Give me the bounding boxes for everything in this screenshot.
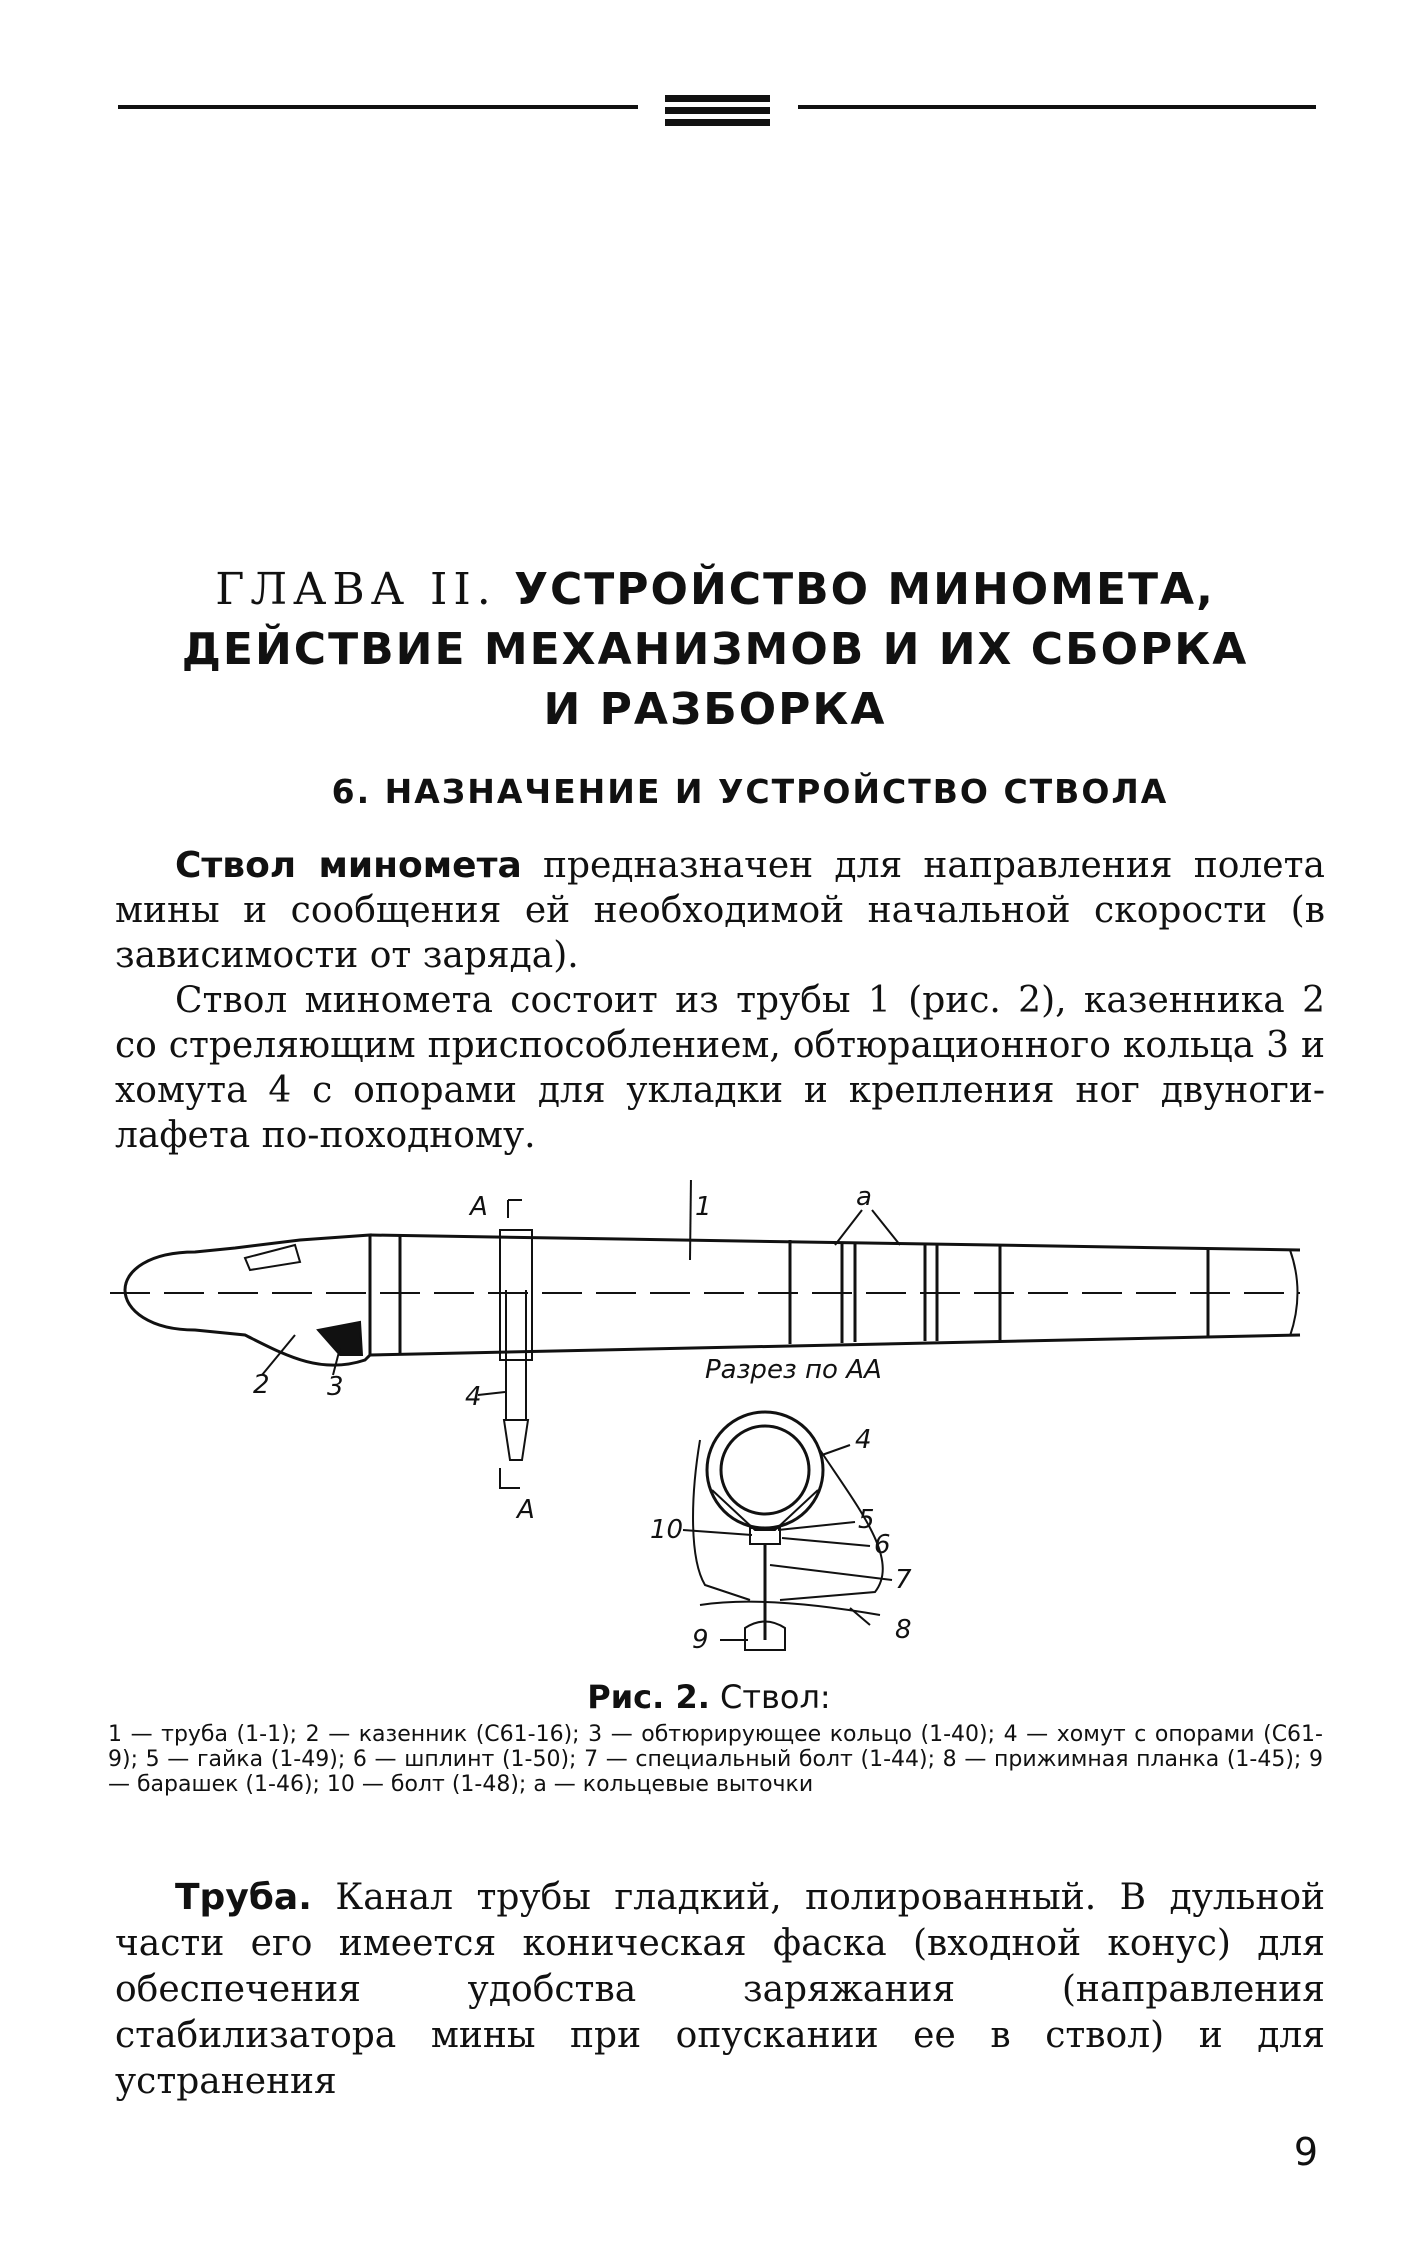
label-1: 1: [695, 1192, 712, 1222]
label-3: 3: [327, 1372, 344, 1402]
chapter-heading-line-1: [150, 560, 1280, 620]
label-4-main: 4: [465, 1382, 482, 1412]
paragraph-1: [115, 843, 1325, 978]
figure-caption: [0, 1678, 1418, 1716]
section-marker-bottom: [500, 1468, 520, 1488]
paragraph-3: [115, 1875, 1325, 2105]
figure-legend: 1 — труба (1-1); 2 — казенник (С61-16); 3 — обтюрирующее кольцо (1-40); 4 — хомут с опорами (С61-9); 5 — гайка (1-49); 6 — шплинт (1-50); 7 — специальный болт (1-44); 8 — прижимная планка (1-45); 9 — барашек (1-46); 10 — болт (1-48); а — кольцевые выточки: [108, 1722, 1323, 1797]
cut-title: Разрез по АА: [705, 1355, 882, 1385]
cut-outer-ring: [707, 1412, 823, 1528]
tube-top-edge: [370, 1235, 1300, 1250]
tube-bottom-edge: [370, 1335, 1300, 1355]
firing-mechanism: [245, 1245, 300, 1270]
leader-4: [822, 1445, 850, 1455]
paragraph-3-text: Канал трубы гладкий, полированный. В дульной части его имеется коническая фаска (входной конус) для обеспечения удобства заряжания (направления стабилизатора мины при опускании ее в ствол) и для устранения: [115, 1877, 1325, 2102]
chapter-title-3: И РАЗБОРКА: [543, 684, 887, 735]
cut-inner-ring: [721, 1426, 809, 1514]
label-4: 4: [855, 1425, 872, 1455]
paragraph-2-text: Ствол миномета состоит из трубы 1 (рис. 2), казенника 2 со стреляющим приспособлением, обтюрационного кольца 3 и хомута 4 с опорами для укладки и крепления ног двуноги-лафета по-походному.: [115, 980, 1325, 1156]
figure-caption-prefix: Рис. 2.: [587, 1678, 710, 1716]
label-6: 6: [874, 1530, 891, 1560]
label-7: 7: [895, 1565, 912, 1595]
chapter-title-2: ДЕЙСТВИЕ МЕХАНИЗМОВ И ИХ СБОРКА: [181, 624, 1249, 675]
section-title: 6. НАЗНАЧЕНИЕ И УСТРОЙСТВО СТВОЛА: [331, 772, 1169, 811]
clamp: [500, 1230, 532, 1360]
top-ornament-bar-3: [665, 119, 770, 126]
label-5: 5: [858, 1505, 875, 1535]
figure-caption-title: Ствол:: [720, 1678, 831, 1716]
muzzle: [1290, 1250, 1298, 1336]
chapter-title-1: УСТРОЙСТВО МИНОМЕТА,: [514, 564, 1215, 615]
leader-4-main: [478, 1392, 505, 1395]
leader-a-right: [872, 1210, 900, 1245]
label-2: 2: [253, 1370, 270, 1400]
top-rule-left: [118, 105, 638, 109]
label-8: 8: [895, 1615, 912, 1645]
chapter-lead: ГЛАВА II.: [215, 564, 497, 615]
clamp-support: [506, 1290, 526, 1420]
label-section-a-bottom: А: [517, 1495, 535, 1525]
top-ornament-bar-1: [665, 95, 770, 102]
leader-6: [782, 1538, 870, 1546]
label-10: 10: [650, 1515, 684, 1545]
label-9: 9: [692, 1625, 709, 1655]
paragraph-1-bold: Ствол миномета: [175, 845, 522, 886]
leader-a-left: [835, 1210, 862, 1245]
page-number: 9: [1293, 2130, 1318, 2174]
top-rule-right: [798, 105, 1316, 109]
leader-7: [770, 1565, 892, 1580]
paragraph-1-text: предназначен для направления полета мины и сообщения ей необходимой начальной скорости (в зависимости от заряда).: [115, 845, 1325, 976]
chapter-heading: [150, 560, 1280, 740]
section-marker-top: [508, 1200, 522, 1218]
label-section-a-top: А: [470, 1192, 488, 1222]
leader-8: [850, 1608, 870, 1625]
label-a: а: [856, 1182, 872, 1212]
top-ornament-bar-2: [665, 107, 770, 114]
paragraph-2: [115, 978, 1325, 1158]
cut-plate: [700, 1602, 880, 1615]
paragraph-3-bold: Труба.: [175, 1877, 312, 1918]
clamp-foot: [504, 1420, 528, 1460]
barrel-figure: [0, 1180, 1418, 1670]
